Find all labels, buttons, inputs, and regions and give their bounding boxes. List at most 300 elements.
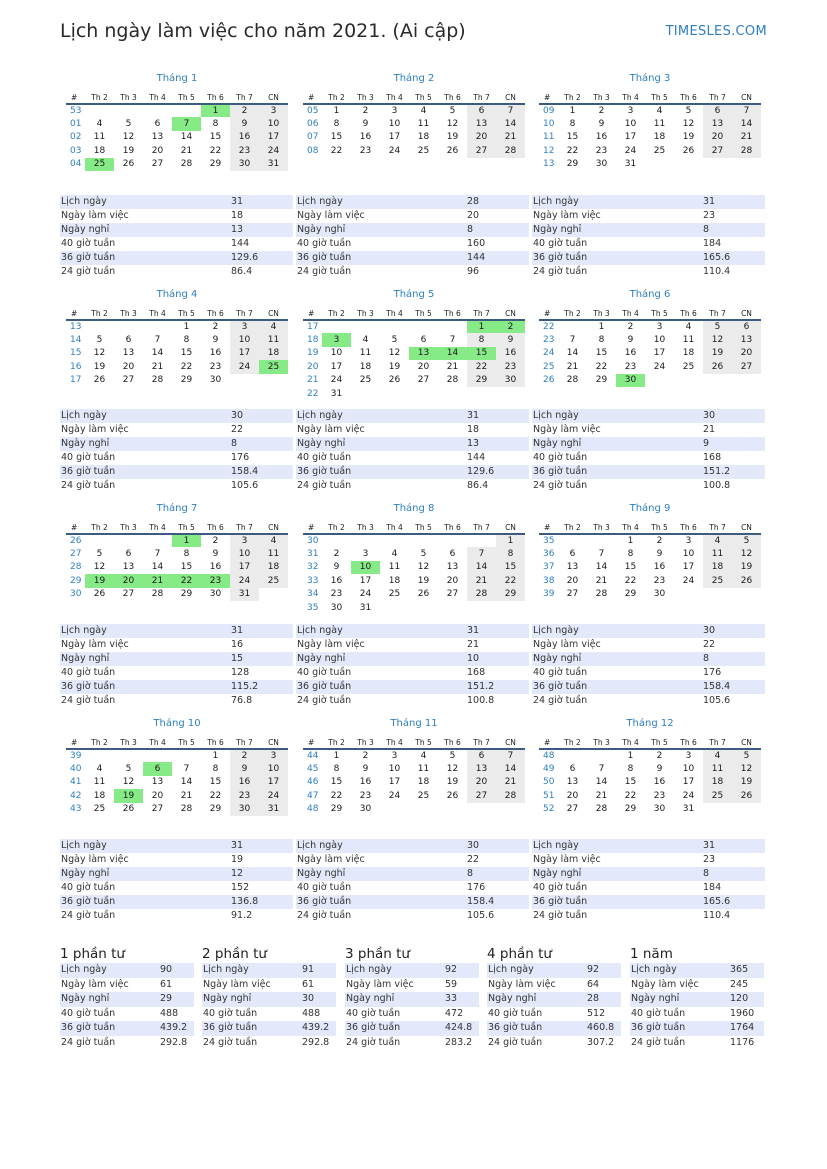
page-title: Lịch ngày làm việc cho năm 2021. (Ai cập) [60, 20, 466, 42]
weekday-header: Th 2 [85, 736, 114, 749]
day-cell: 4 [96, 764, 103, 775]
day-cell: 28 [151, 375, 164, 386]
month-stats [532, 624, 765, 708]
day-cell: 23 [359, 790, 372, 801]
day-cell: 26 [93, 589, 106, 600]
stat-row [296, 465, 529, 479]
summary-row [630, 1007, 764, 1022]
week-row [303, 387, 525, 400]
stat-row [532, 451, 765, 465]
day-cell: 15 [209, 132, 222, 143]
week-row [66, 360, 288, 373]
day-cell: 20 [151, 145, 164, 156]
weekday-header: Th 6 [438, 307, 467, 320]
day-cell: 11 [93, 132, 106, 143]
day-cell: 16 [359, 777, 372, 788]
stat-row [296, 624, 529, 638]
stat-row [296, 694, 529, 708]
day-cell: 20 [732, 347, 761, 360]
weekday-header: Th 4 [143, 736, 172, 749]
day-cell [380, 601, 409, 614]
day-cell: 23 [201, 574, 230, 587]
stat-label: Lịch ngày [61, 410, 107, 421]
day-cell: 29 [496, 588, 525, 601]
stat-label: 24 giờ tuần [533, 910, 588, 921]
summary-label: Ngày nghỉ [346, 993, 395, 1004]
stat-row [60, 638, 293, 652]
summary-label: 40 giờ tuần [346, 1007, 401, 1019]
day-cell: 1 [201, 104, 230, 117]
day-cell: 5 [732, 749, 761, 762]
day-cell: 2 [230, 104, 259, 117]
day-cell: 21 [151, 361, 164, 372]
day-cell: 3 [362, 549, 369, 560]
weekday-header: Th 3 [114, 307, 143, 320]
weekday-header: CN [732, 521, 761, 534]
stat-row [296, 909, 529, 923]
day-cell: 4 [685, 322, 692, 333]
month-stats [532, 409, 765, 493]
day-cell: 27 [467, 144, 496, 157]
day-cell: 13 [566, 562, 579, 573]
stat-row [532, 465, 765, 479]
week-number: 26 [70, 536, 82, 547]
summary-value: 92 [587, 964, 600, 975]
day-cell: 11 [682, 335, 695, 346]
day-cell: 26 [417, 589, 430, 600]
summary-label: 40 giờ tuần [203, 1007, 258, 1019]
month-stats [532, 195, 765, 279]
day-cell: 21 [467, 574, 496, 587]
stat-value: 13 [231, 224, 244, 235]
stat-label: Lịch ngày [297, 625, 343, 636]
day-cell: 16 [359, 132, 372, 143]
day-cell: 27 [122, 375, 135, 386]
weekday-header: Th 5 [645, 736, 674, 749]
day-cell [703, 803, 732, 816]
stat-value: 31 [231, 625, 244, 636]
day-cell: 26 [446, 145, 459, 156]
week-row [303, 320, 525, 333]
day-cell: 11 [417, 764, 430, 775]
summary-value: 61 [160, 978, 173, 990]
stat-row [296, 209, 529, 223]
summary-label: Ngày làm việc [61, 978, 129, 990]
weekday-header: Th 7 [467, 307, 496, 320]
summary-row [345, 978, 479, 993]
day-cell [114, 749, 143, 762]
day-cell [732, 374, 761, 387]
day-cell [703, 588, 732, 601]
day-cell: 23 [330, 589, 343, 600]
weekday-header: Th 7 [230, 91, 259, 104]
day-cell [732, 588, 761, 601]
day-cell: 29 [209, 804, 222, 815]
day-cell: 4 [420, 751, 427, 762]
weekday-header: CN [732, 736, 761, 749]
day-cell: 20 [417, 361, 430, 372]
summary-value: 439.2 [302, 1022, 330, 1033]
weekday-header: Th 6 [674, 307, 703, 320]
week-row [66, 117, 288, 130]
day-cell [172, 749, 201, 762]
day-cell: 7 [496, 749, 525, 762]
stat-value: 8 [467, 224, 474, 235]
day-cell [496, 601, 525, 614]
week-number: 33 [307, 575, 319, 586]
day-cell: 8 [212, 764, 219, 775]
day-cell: 20 [122, 361, 135, 372]
day-cell: 31 [330, 388, 343, 399]
stat-row [296, 881, 529, 895]
day-cell: 1 [333, 751, 340, 762]
day-cell: 19 [417, 575, 430, 586]
stat-value: 165.6 [703, 896, 731, 907]
stat-value: 8 [231, 438, 238, 449]
summary-value: 120 [730, 993, 749, 1004]
day-cell: 23 [624, 361, 637, 372]
day-cell: 21 [595, 790, 608, 801]
day-cell: 9 [362, 764, 369, 775]
day-cell: 1 [496, 534, 525, 547]
stat-value: 152 [231, 882, 250, 893]
period-title: 4 phần tư [487, 946, 552, 962]
week-number: 42 [70, 790, 82, 801]
summary-value: 28 [587, 993, 600, 1004]
stat-value: 184 [703, 238, 722, 249]
stat-label: 40 giờ tuần [297, 882, 352, 893]
day-cell [409, 387, 438, 400]
day-cell: 11 [93, 777, 106, 788]
week-number: 34 [307, 589, 319, 600]
day-cell: 2 [656, 751, 663, 762]
day-cell: 8 [467, 333, 496, 346]
day-cell: 15 [595, 348, 608, 359]
day-cell: 17 [230, 347, 259, 360]
day-cell: 12 [732, 762, 761, 775]
stat-label: 36 giờ tuần [533, 252, 588, 263]
stat-label: Ngày nghỉ [297, 224, 346, 235]
day-cell [85, 320, 114, 333]
day-cell: 9 [333, 562, 340, 573]
stat-value: 129.6 [467, 466, 495, 477]
day-cell: 9 [362, 119, 369, 130]
day-cell: 4 [703, 534, 732, 547]
weekday-header: Th 7 [703, 736, 732, 749]
day-cell: 17 [624, 132, 637, 143]
day-cell: 22 [209, 145, 222, 156]
weekday-header: Th 3 [351, 91, 380, 104]
week-row [303, 803, 525, 816]
day-cell: 6 [125, 335, 132, 346]
weekday-header: Th 2 [322, 521, 351, 534]
stat-row [532, 895, 765, 909]
day-cell: 29 [566, 159, 579, 170]
stat-row [532, 680, 765, 694]
day-cell: 10 [259, 762, 288, 775]
day-cell [85, 534, 114, 547]
day-cell: 22 [624, 790, 637, 801]
day-cell: 21 [143, 574, 172, 587]
day-cell: 1 [627, 751, 634, 762]
weekday-header: Th 6 [201, 307, 230, 320]
stat-label: 36 giờ tuần [61, 681, 116, 692]
week-number-header: # [303, 91, 322, 104]
day-cell: 19 [703, 347, 732, 360]
month-name: Tháng 8 [393, 503, 435, 514]
week-row [303, 588, 525, 601]
month-calendar [539, 72, 761, 171]
day-cell: 11 [703, 547, 732, 560]
day-cell: 7 [154, 335, 161, 346]
stat-label: Ngày nghỉ [297, 653, 346, 664]
week-number: 15 [70, 348, 82, 359]
day-cell: 8 [183, 549, 190, 560]
day-cell: 19 [93, 361, 106, 372]
stat-label: Ngày làm việc [297, 210, 365, 221]
day-cell: 26 [388, 375, 401, 386]
month-name: Tháng 12 [626, 718, 674, 729]
week-row [303, 601, 525, 614]
stat-value: 8 [467, 868, 474, 879]
week-row [539, 104, 761, 117]
stat-row [296, 666, 529, 680]
day-cell: 19 [446, 132, 459, 143]
summary-value: 91 [302, 964, 315, 975]
day-cell: 23 [230, 789, 259, 802]
day-cell: 17 [259, 776, 288, 789]
week-row [303, 749, 525, 762]
stat-row [60, 465, 293, 479]
day-cell: 27 [703, 144, 732, 157]
stat-row [296, 479, 529, 493]
day-cell [380, 320, 409, 333]
weekday-header: Th 4 [380, 521, 409, 534]
day-cell: 16 [209, 562, 222, 573]
stat-value: 21 [703, 424, 716, 435]
stat-row [532, 237, 765, 251]
summary-row [630, 1021, 764, 1036]
month-calendar [539, 288, 761, 387]
day-cell: 28 [595, 589, 608, 600]
summary-row [630, 963, 764, 978]
day-cell: 13 [409, 347, 438, 360]
day-cell: 31 [359, 602, 372, 613]
summary-row [630, 992, 764, 1007]
stat-label: Ngày làm việc [297, 854, 365, 865]
stat-row [296, 867, 529, 881]
summary-label: 40 giờ tuần [488, 1007, 543, 1019]
stat-value: 184 [703, 882, 722, 893]
weekday-header: Th 2 [558, 521, 587, 534]
day-cell: 13 [467, 762, 496, 775]
stat-row [60, 680, 293, 694]
weekday-header: Th 3 [587, 91, 616, 104]
day-cell: 17 [330, 361, 343, 372]
stat-label: 24 giờ tuần [533, 695, 588, 706]
month-calendar [66, 717, 288, 816]
day-cell: 3 [230, 320, 259, 333]
summary-row [345, 1007, 479, 1022]
day-cell: 6 [154, 119, 161, 130]
day-cell [322, 534, 351, 547]
day-cell: 10 [351, 561, 380, 574]
day-cell: 1 [212, 751, 219, 762]
day-cell: 2 [627, 322, 634, 333]
day-cell: 20 [566, 790, 579, 801]
month-table [66, 91, 288, 171]
week-number-header: # [66, 521, 85, 534]
week-row [539, 333, 761, 346]
stat-label: Ngày làm việc [533, 639, 601, 650]
stat-row [60, 265, 293, 279]
stat-row [532, 694, 765, 708]
day-cell: 5 [449, 106, 456, 117]
weekday-header: Th 6 [674, 91, 703, 104]
stat-label: 36 giờ tuần [533, 466, 588, 477]
site-link[interactable]: TIMESLES.COM [665, 24, 767, 39]
day-cell: 1 [569, 106, 576, 117]
weekday-header: Th 7 [703, 521, 732, 534]
day-cell: 8 [333, 119, 340, 130]
day-cell: 12 [446, 119, 459, 130]
day-cell: 12 [93, 562, 106, 573]
stat-row [532, 223, 765, 237]
stat-value: 21 [467, 639, 480, 650]
day-cell: 28 [496, 789, 525, 802]
weekday-header: Th 3 [351, 307, 380, 320]
week-number: 26 [543, 375, 555, 386]
summary-value: 307.2 [587, 1036, 615, 1048]
stat-label: 24 giờ tuần [61, 695, 116, 706]
day-cell: 15 [624, 562, 637, 573]
period-summary [487, 946, 621, 1050]
weekday-header: Th 7 [703, 307, 732, 320]
summary-row [60, 1036, 194, 1051]
day-cell: 3 [685, 751, 692, 762]
stat-value: 91.2 [231, 910, 253, 921]
week-number: 35 [543, 536, 555, 547]
stat-label: 40 giờ tuần [61, 882, 116, 893]
day-cell: 10 [624, 119, 637, 130]
week-row [66, 131, 288, 144]
summary-value: 90 [160, 964, 173, 975]
month-calendar [66, 288, 288, 387]
month-stats [60, 409, 293, 493]
day-cell: 24 [388, 145, 401, 156]
day-cell: 2 [230, 749, 259, 762]
stat-value: 136.8 [231, 896, 259, 907]
stat-label: Lịch ngày [533, 625, 579, 636]
day-cell [467, 601, 496, 614]
day-cell: 4 [259, 534, 288, 547]
day-cell: 20 [467, 776, 496, 789]
week-number: 05 [307, 106, 319, 117]
day-cell: 25 [417, 145, 430, 156]
summary-value: 1764 [730, 1022, 755, 1033]
period-title: 3 phần tư [345, 946, 410, 962]
day-cell: 19 [85, 574, 114, 587]
day-cell: 28 [180, 804, 193, 815]
day-cell [467, 803, 496, 816]
week-row [66, 333, 288, 346]
week-row [539, 762, 761, 775]
month-calendar [303, 502, 525, 614]
day-cell: 15 [467, 347, 496, 360]
day-cell: 5 [125, 119, 132, 130]
day-cell: 25 [93, 804, 106, 815]
day-cell: 25 [703, 574, 732, 587]
stat-value: 31 [231, 196, 244, 207]
day-cell: 12 [732, 547, 761, 560]
day-cell: 15 [330, 132, 343, 143]
month-table [539, 91, 761, 171]
day-cell: 24 [682, 790, 695, 801]
summary-row [202, 1021, 336, 1036]
day-cell: 7 [598, 549, 605, 560]
day-cell [496, 387, 525, 400]
summary-value: 1960 [730, 1007, 755, 1019]
stat-value: 129.6 [231, 252, 259, 263]
day-cell: 24 [330, 375, 343, 386]
week-number: 06 [307, 119, 319, 130]
summary-row [202, 978, 336, 993]
day-cell [172, 104, 201, 117]
day-cell: 16 [496, 347, 525, 360]
week-number-header: # [303, 307, 322, 320]
week-number-header: # [303, 521, 322, 534]
stat-row [60, 479, 293, 493]
day-cell: 16 [330, 575, 343, 586]
day-cell: 25 [259, 574, 288, 587]
weekday-header: CN [732, 307, 761, 320]
summary-value: 488 [160, 1007, 179, 1019]
month-table [66, 307, 288, 387]
week-row [66, 104, 288, 117]
day-cell: 13 [122, 348, 135, 359]
stat-label: Lịch ngày [61, 840, 107, 851]
summary-label: Ngày nghỉ [203, 993, 252, 1004]
summary-label: 24 giờ tuần [203, 1036, 258, 1048]
day-cell: 21 [180, 790, 193, 801]
weekday-header: Th 3 [351, 736, 380, 749]
day-cell: 30 [359, 804, 372, 815]
summary-label: 24 giờ tuần [61, 1036, 116, 1048]
period-rows [202, 963, 336, 1050]
stat-label: 24 giờ tuần [533, 266, 588, 277]
weekday-header: Th 7 [467, 91, 496, 104]
day-cell: 7 [172, 117, 201, 130]
day-cell: 27 [122, 589, 135, 600]
week-number-header: # [539, 307, 558, 320]
weekday-header: Th 4 [380, 307, 409, 320]
day-cell: 5 [449, 751, 456, 762]
week-row [539, 789, 761, 802]
stat-label: Ngày nghỉ [61, 438, 110, 449]
week-number: 48 [543, 751, 555, 762]
day-cell: 27 [566, 804, 579, 815]
day-cell: 1 [183, 322, 190, 333]
day-cell: 18 [93, 145, 106, 156]
month-stats [60, 624, 293, 708]
day-cell [438, 534, 467, 547]
week-row [539, 158, 761, 171]
month-name: Tháng 9 [629, 503, 671, 514]
stat-label: Ngày làm việc [297, 424, 365, 435]
stat-value: 110.4 [703, 266, 731, 277]
day-cell: 3 [627, 106, 634, 117]
day-cell: 25 [388, 589, 401, 600]
